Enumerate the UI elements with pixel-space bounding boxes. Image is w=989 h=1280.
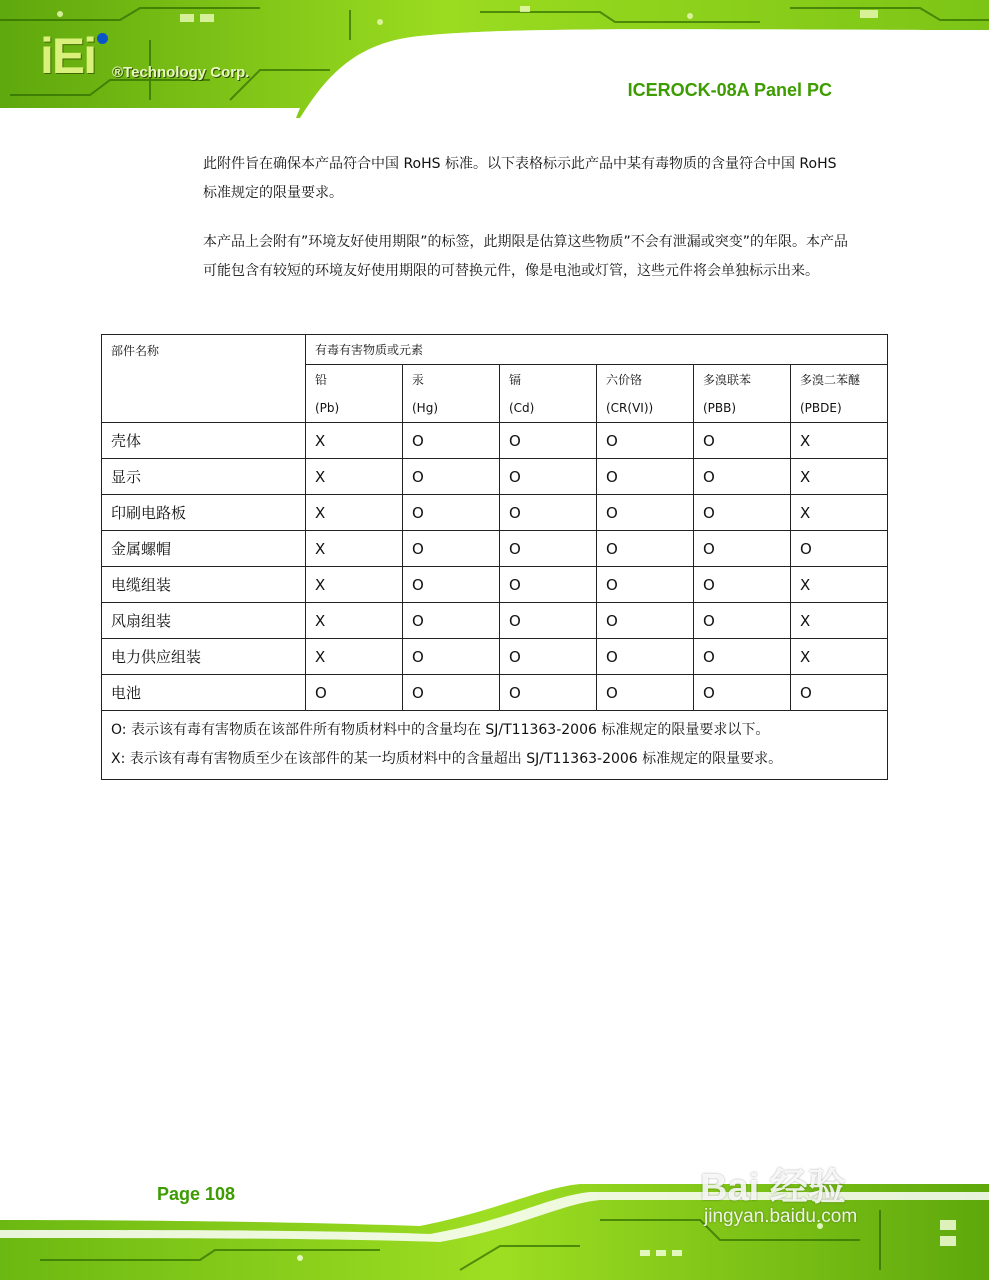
part-name: 显示: [102, 459, 306, 495]
substance-value: O: [500, 675, 597, 711]
logo-dot-icon: [97, 33, 108, 44]
substance-value: O: [597, 567, 694, 603]
pcb-header-graphic: [0, 0, 989, 118]
substance-value: O: [403, 459, 500, 495]
note-o-meaning: O: 表示该有毒有害物质在该部件所有物质材料中的含量均在 SJ/T11363-2006 标准规定的限量要求以下。: [111, 722, 770, 738]
product-title: ICEROCK-08A Panel PC: [627, 80, 832, 100]
substance-value: O: [403, 423, 500, 459]
rohs-substance-table: [101, 334, 888, 780]
part-name: 壳体: [102, 423, 306, 459]
substance-value: X: [791, 567, 888, 603]
part-name-header: 部件名称: [102, 335, 306, 423]
substance-cn: 汞: [403, 365, 500, 395]
substance-symbol: (PBDE): [791, 394, 888, 423]
part-name: 印刷电路板: [102, 495, 306, 531]
table-row: [102, 603, 888, 639]
substance-value: O: [403, 495, 500, 531]
substance-symbol: (CR(VI)): [597, 394, 694, 423]
substance-value: O: [500, 603, 597, 639]
company-name: ®Technology Corp.: [112, 64, 250, 81]
part-name: 金属螺帽: [102, 531, 306, 567]
substance-value: X: [791, 639, 888, 675]
substance-symbol: (Hg): [403, 394, 500, 423]
substance-cn: 铅: [306, 365, 403, 395]
substance-cn: 多溴二苯醚: [791, 365, 888, 395]
substance-symbol: (Pb): [306, 394, 403, 423]
page-header-banner: [0, 0, 989, 118]
substance-value: X: [791, 423, 888, 459]
substance-value: O: [597, 423, 694, 459]
substance-value: X: [306, 459, 403, 495]
substance-value: O: [597, 603, 694, 639]
substance-value: O: [500, 423, 597, 459]
substance-value: X: [791, 495, 888, 531]
substance-value: O: [694, 567, 791, 603]
substance-value: X: [306, 603, 403, 639]
substance-value: O: [500, 531, 597, 567]
part-name: 电池: [102, 675, 306, 711]
note-x-meaning: X: 表示该有毒有害物质至少在该部件的某一均质材料中的含量超出 SJ/T11363-2006 标准规定的限量要求。: [111, 751, 783, 767]
substance-value: O: [694, 603, 791, 639]
substance-value: X: [306, 495, 403, 531]
substance-symbol: (PBB): [694, 394, 791, 423]
substance-value: O: [694, 531, 791, 567]
substance-value: O: [694, 459, 791, 495]
substance-value: X: [306, 567, 403, 603]
table-row: [102, 495, 888, 531]
page-number: Page 108: [157, 1184, 236, 1204]
substance-value: O: [791, 675, 888, 711]
part-name: 风扇组装: [102, 603, 306, 639]
substance-value: O: [694, 495, 791, 531]
substance-value: O: [500, 567, 597, 603]
substance-value: O: [597, 639, 694, 675]
substance-value: O: [403, 639, 500, 675]
label-paragraph: 本产品上会附有”环境友好使用期限”的标签，此期限是估算这些物质”不会有泄漏或突变”的年限。本产品可能包含有较短的环境友好使用期限的可替换元件，像是电池或灯管，这些元件将会单独标示出来。: [203, 234, 849, 279]
substance-value: O: [694, 639, 791, 675]
substance-value: O: [694, 675, 791, 711]
substance-value: O: [403, 603, 500, 639]
substance-value: O: [694, 423, 791, 459]
substance-cn: 多溴联苯: [694, 365, 791, 395]
part-name: 电力供应组装: [102, 639, 306, 675]
intro-paragraph: 此附件旨在确保本产品符合中国 RoHS 标准。以下表格标示此产品中某有毒物质的含量符合中国 RoHS 标准规定的限量要求。: [203, 156, 837, 201]
part-name: 电缆组装: [102, 567, 306, 603]
substance-value: O: [306, 675, 403, 711]
substance-value: X: [306, 423, 403, 459]
table-row: [102, 675, 888, 711]
table-row: [102, 639, 888, 675]
substance-value: O: [791, 531, 888, 567]
substance-cn: 镉: [500, 365, 597, 395]
table-row: [102, 531, 888, 567]
substance-value: O: [403, 675, 500, 711]
hazard-group-header: 有毒有害物质或元素: [306, 335, 888, 365]
table-notes: [102, 711, 888, 780]
substance-symbol: (Cd): [500, 394, 597, 423]
substance-value: O: [403, 531, 500, 567]
logo-mark: iEi: [40, 28, 96, 84]
substance-value: O: [500, 459, 597, 495]
substance-value: O: [597, 675, 694, 711]
substance-value: X: [791, 459, 888, 495]
substance-cn: 六价铬: [597, 365, 694, 395]
substance-value: X: [306, 531, 403, 567]
substance-value: O: [597, 531, 694, 567]
table-row: [102, 459, 888, 495]
substance-value: O: [597, 459, 694, 495]
table-row: [102, 423, 888, 459]
substance-value: X: [306, 639, 403, 675]
baidu-watermark: [700, 1150, 985, 1230]
substance-value: O: [500, 639, 597, 675]
substance-value: O: [403, 567, 500, 603]
table-row: [102, 567, 888, 603]
watermark-brand: Bai 经验: [700, 1167, 846, 1209]
watermark-url: jingyan.baidu.com: [704, 1206, 858, 1227]
substance-value: X: [791, 603, 888, 639]
substance-value: O: [597, 495, 694, 531]
substance-value: O: [500, 495, 597, 531]
